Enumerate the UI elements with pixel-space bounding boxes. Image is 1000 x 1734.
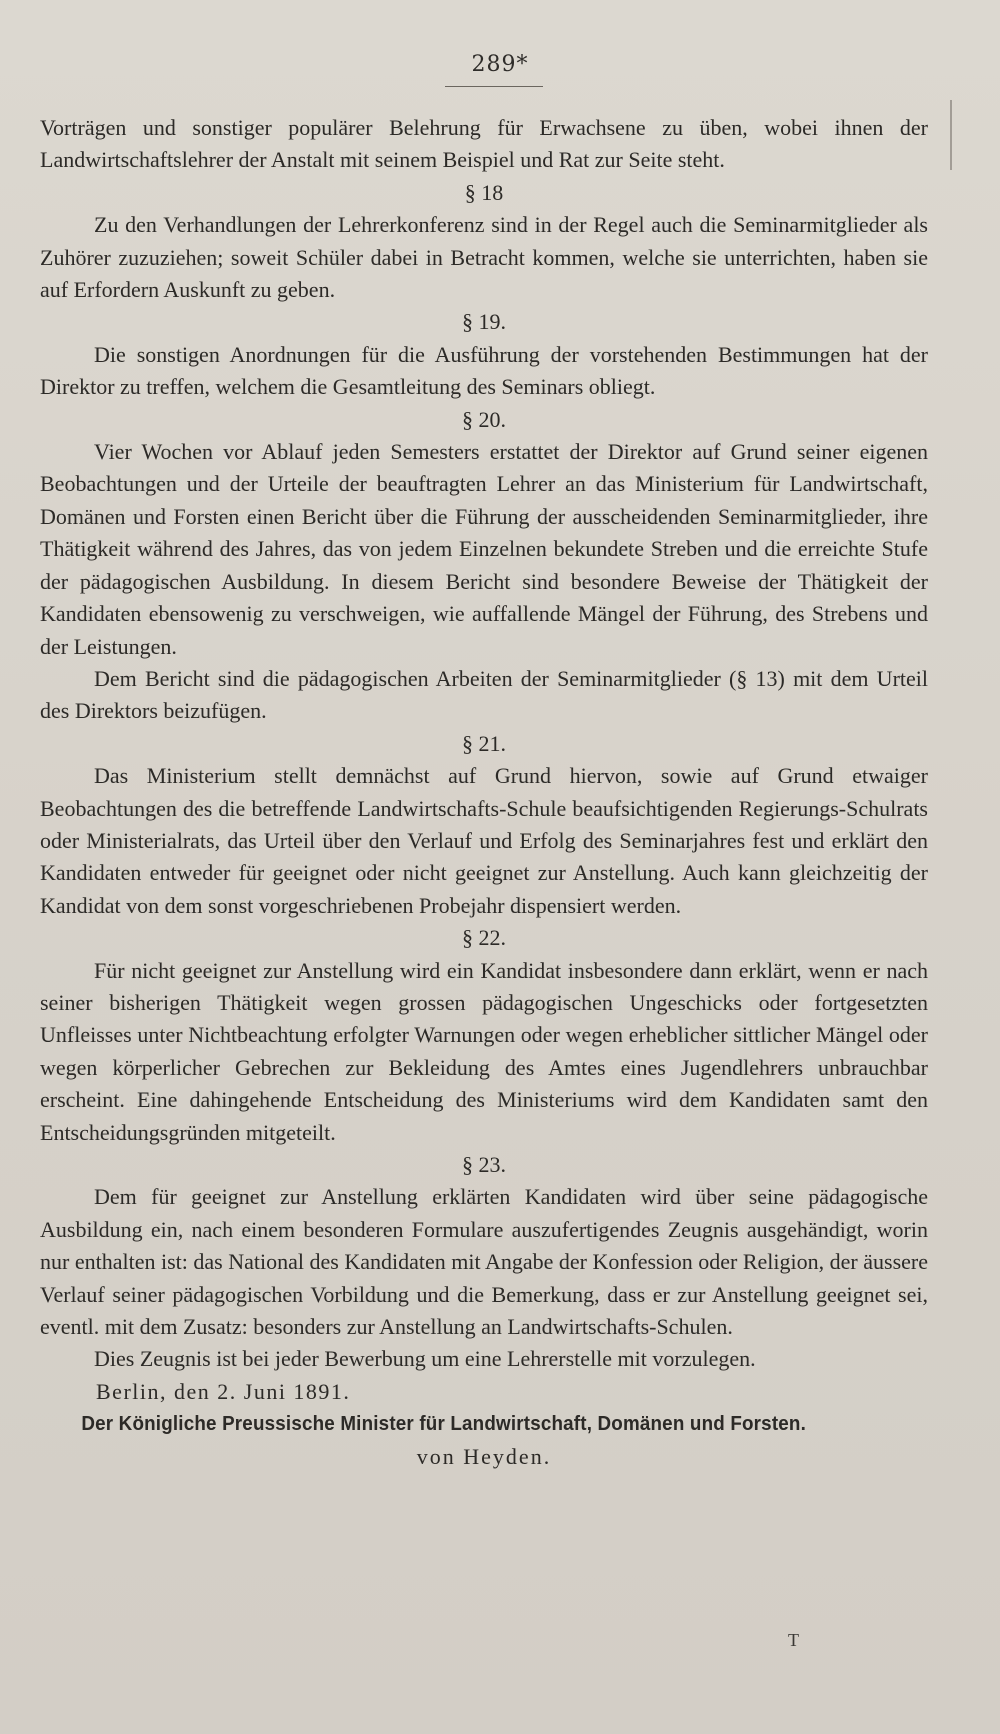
printer-mark: T — [788, 1630, 799, 1650]
minister-title: Der Königliche Preussische Minister für Landwirtschaft, Domänen und Forsten. — [81, 1413, 806, 1436]
paragraph-section-21: Das Ministerium stellt demnächst auf Grund hiervon, sowie auf Grund etwaiger Beobachtungen des die betreffende Landwirtschafts-Schule beaufsichtigenden Regierungs-Schulrats oder Ministerialrats, das Urteil über den Verlauf und Erfolg des Seminarjahres fest und erklärt den Kandidaten entweder für geeignet oder nicht geeignet zur Anstellung. Auch kann gleichzeitig der Kandidat von dem sonst vorgeschriebenen Probejahr dispensiert werden. — [40, 763, 928, 918]
place-date: Berlin, den 2. Juni 1891. — [96, 1378, 351, 1404]
signature: von Heyden. — [416, 1443, 552, 1469]
document-body — [40, 112, 928, 1473]
section-heading-23: § 23. — [462, 1152, 506, 1177]
paragraph-section-20-attachments: Dem Bericht sind die pädagogischen Arbeiten der Seminarmitglieder (§ 13) mit dem Urteil des Direktors beizufügen. — [40, 665, 928, 724]
paragraph-continuation: Vorträgen und sonstiger populärer Belehrung für Erwachsene zu üben, wobei ihnen der Landwirtschaftslehrer der Anstalt mit seinem Beispiel und Rat zur Seite steht. — [40, 115, 928, 173]
paragraph-section-19: Die sonstigen Anordnungen für die Ausführung der vorstehenden Bestimmungen hat der Direktor zu treffen, welchem die Gesamtleitung des Seminars obliegt. — [40, 341, 928, 400]
section-heading-18: § 18 — [464, 179, 504, 205]
page-number-rule — [445, 86, 543, 87]
paragraph-section-23: Dem für geeignet zur Anstellung erklärten Kandidaten wird über seine pädagogische Ausbildung ein, nach einem besonderen Formulare auszufertigendes Zeugnis ausgehändigt, worin nur enthalten ist: das National des Kandidaten mit Angabe der Konfession oder Religion, der äussere Verlauf seiner pädagogischen Vorbildung und die Bemerkung, dass er zur Anstellung geeignet sei, eventl. mit dem Zusatz: besonders zur Anstellung an Landwirtschafts-Schulen. — [40, 1184, 928, 1340]
paragraph-section-22: Für nicht geeignet zur Anstellung wird ein Kandidat insbesondere dann erklärt, wenn er nach seiner bisherigen Thätigkeit wegen grossen pädagogischen Ungeschicks oder fortgesetzten Unfleisses unter Nichtbeachtung erfolgter Warnungen oder wegen erheblicher sittlicher Mängel oder wegen körperlicher Gebrechen zur Bekleidung des Amtes eines Jugendlehrers unbrauchbar erscheint. Eine dahingehende Entscheidung des Ministeriums wird dem Kandidaten samt den Entscheidungsgründen mitgeteilt. — [40, 957, 928, 1145]
paragraph-section-18: Zu den Verhandlungen der Lehrerkonferenz sind in der Regel auch die Seminarmitglieder als Zuhörer zuzuziehen; soweit Schüler dabei in Betracht kommen, welche sie unterrichten, haben sie auf Erfordern Auskunft zu geben. — [40, 212, 928, 303]
section-heading-19: § 19. — [462, 309, 506, 335]
margin-edge-mark — [950, 100, 952, 170]
section-heading-21: § 21. — [462, 730, 506, 756]
section-heading-22: § 22. — [462, 925, 506, 951]
section-heading-20: § 20. — [462, 406, 506, 432]
paragraph-section-20: Vier Wochen vor Ablauf jeden Semesters erstattet der Direktor auf Grund seiner eigenen Beobachtungen und der Urteile der beauftragten Lehrer an das Ministerium für Landwirtschaft, Domänen und Forsten einen Bericht über die Führung der ausscheidenden Seminarmitglieder, ihre Thätigkeit während des Jahres, das von jedem Einzelnen bekundete Streben und die erreichte Stufe der pädagogischen Ausbildung. In diesem Bericht sind besondere Beweise der Thätigkeit der Kandidaten ebensowenig zu verschweigen, wie auffallende Mängel der Führung, des Strebens und der Leistungen. — [40, 439, 928, 659]
paragraph-section-23-certificate: Dies Zeugnis ist bei jeder Bewerbung um eine Lehrerstelle mit vorzulegen. — [94, 1346, 756, 1372]
page-number: 289* — [471, 52, 529, 77]
